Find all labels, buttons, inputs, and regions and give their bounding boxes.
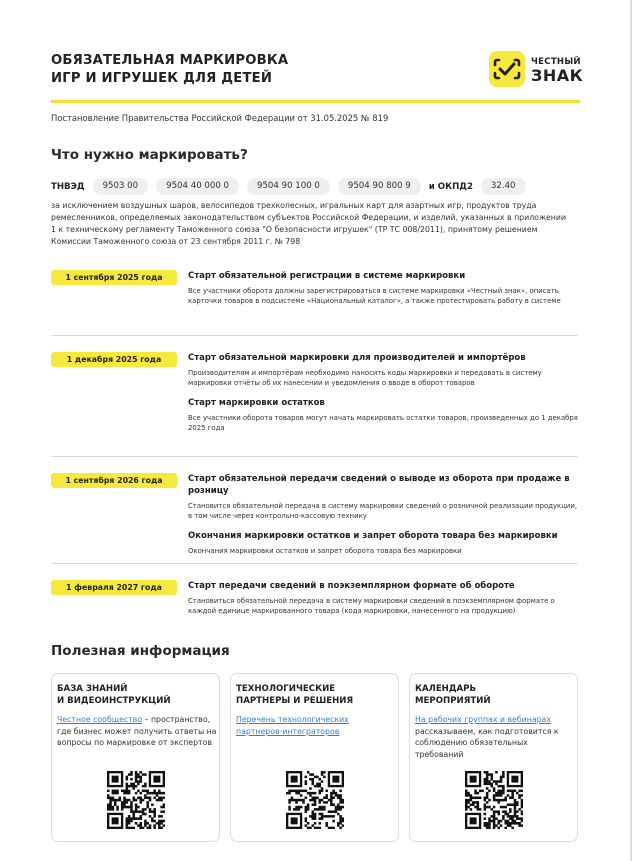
- timeline-date-badge: 1 сентября 2026 года: [51, 473, 177, 488]
- tnved-label: ТНВЭД: [51, 181, 85, 192]
- chestny-znak-logo: [489, 51, 584, 91]
- card-text: [57, 714, 217, 749]
- what-to-mark-heading: Что нужно маркировать?: [51, 147, 248, 163]
- okpd-label: и ОКПД2: [428, 181, 473, 192]
- card-title-line: ПАРТНЕРЫ И РЕШЕНИЯ: [236, 695, 354, 706]
- timeline-item-text: Производителям и импортёрам необходимо наносить коды маркировки и передавать в систему маркировки отчёты об их нанесении и уведомления о вводе в оборот товаров: [188, 369, 542, 388]
- timeline-item-title: Старт маркировки остатков: [188, 397, 325, 408]
- logo-text-top: ЧЕСТНЫЙ: [531, 57, 581, 67]
- timeline-item-text: Становиться обязательной передача в систему маркировки сведений в поэкземплярном формате о каждой единице маркированного товара (кода маркировки, нанесенного на продукцию): [188, 597, 555, 616]
- timeline-date-badge: 1 сентября 2025 года: [51, 270, 177, 285]
- tech-partners-link[interactable]: Перечень технологических партнеров-интеграторов: [236, 715, 349, 736]
- timeline-item-title: Старт обязательной маркировки для производителей и импортёров: [188, 353, 526, 363]
- product-codes: [51, 178, 534, 195]
- tnved-code-pill: 9503 00: [93, 178, 149, 195]
- card-text: [415, 714, 575, 760]
- card-description: – пространство, где бизнес может получить ответы на вопросы по маркировке от экспертов: [57, 715, 217, 747]
- tnved-code-pill: 9504 90 800 9: [338, 178, 421, 195]
- useful-info-heading: Полезная информация: [51, 643, 230, 659]
- knowledge-base-card: [51, 673, 220, 842]
- title-line-2: ИГР И ИГРУШЕК ДЛЯ ДЕТЕЙ: [51, 71, 273, 86]
- timeline-divider: [51, 563, 578, 564]
- timeline-item-text: Все участники оборота товаров могут начать маркировать остатки товаров, произведенных до 1 декабря 2025 года: [188, 413, 578, 433]
- card-title-line: ТЕХНОЛОГИЧЕСКИЕ: [236, 684, 336, 694]
- webinars-link[interactable]: На рабочих группах и вебинарах: [415, 715, 551, 724]
- decree-reference: Постановление Правительства Российской Федерации от 31.05.2025 № 819: [51, 113, 389, 123]
- timeline-divider: [51, 456, 578, 457]
- card-text: [236, 714, 396, 737]
- timeline-item-text: Все участники оборота должны зарегистрироваться в системе маркировки «Честный знак», описать карточки товаров в подсистеме «Национальный каталог», а также протестировать работу в системе: [188, 287, 561, 306]
- events-calendar-card: [409, 673, 578, 842]
- qr-code: [107, 771, 165, 829]
- check-square-icon: [489, 51, 525, 87]
- honest-community-link[interactable]: Честное сообщество: [57, 715, 143, 724]
- timeline-item-text: Окончания маркировки остатков и запрет оборота товара без маркировки: [188, 546, 462, 555]
- tech-partners-card: [230, 673, 399, 842]
- header-divider: [51, 100, 580, 103]
- title-line-1: ОБЯЗАТЕЛЬНАЯ МАРКИРОВКА: [51, 53, 289, 68]
- exclusions-text: за исключением воздушных шаров, велосипедов трехколесных, игральных карт для азартных игр, продуктов труда ремесленников, определяемых законодательством субъектов Российской Федерации, и изделий, указанных в приложении 1 к техническому регламенту Таможенного союза "О безопасности игрушек" (ТР ТС 008/2011), принятому решением Комиссии Таможенного союза от 23 сентября 2011 г. № 798: [51, 201, 567, 246]
- qr-code: [465, 771, 523, 829]
- card-title-line: КАЛЕНДАРЬ: [415, 684, 477, 694]
- timeline-item-title: Старт обязательной регистрации в системе маркировки: [188, 271, 466, 281]
- timeline-divider: [51, 335, 578, 336]
- okpd-code-pill: 32.40: [481, 178, 526, 195]
- tnved-code-pill: 9504 40 000 0: [156, 178, 239, 195]
- card-title-line: И ВИДЕОИНСТРУКЦИЙ: [57, 695, 171, 706]
- timeline-item-text: Становится обязательной передача в систему маркировки сведений о розничной реализации продукции, в том числе через контрольно-кассовую технику: [188, 502, 578, 521]
- logo-text-bottom: ЗНАК: [531, 66, 584, 85]
- timeline-date-badge: 1 декабря 2025 года: [51, 352, 177, 367]
- page-title: [51, 52, 451, 88]
- card-title: [236, 684, 396, 707]
- timeline-item-title: Старт обязательной передачи сведений о выводе из оборота при продаже в розницу: [188, 474, 570, 496]
- card-description: рассказываем, как подготовится к соблюдению обязательных требований: [415, 726, 559, 759]
- card-title-line: БАЗА ЗНАНИЙ: [57, 684, 128, 694]
- qr-code: [286, 771, 344, 829]
- timeline-date-badge: 1 февраля 2027 года: [51, 580, 177, 595]
- card-title: [57, 684, 217, 707]
- card-title-line: МЕРОПРИЯТИЙ: [415, 695, 491, 706]
- card-title: [415, 684, 575, 707]
- timeline-item-title: Окончания маркировки остатков и запрет оборота товара без маркировки: [188, 530, 558, 541]
- tnved-code-pill: 9504 90 100 0: [247, 178, 330, 195]
- timeline-item-title: Старт передачи сведений в поэкземплярном формате об обороте: [188, 581, 515, 591]
